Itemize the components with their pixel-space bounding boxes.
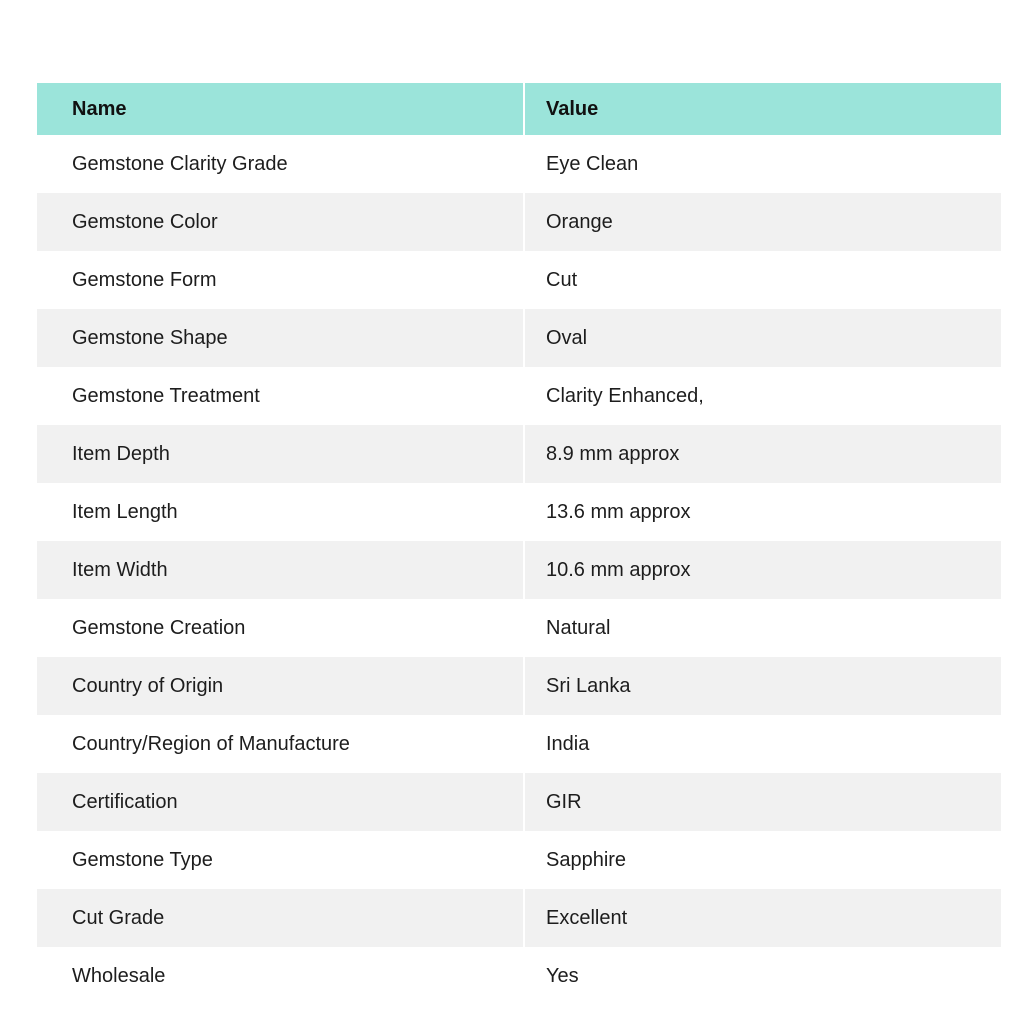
table-row — [37, 889, 1001, 947]
table-row — [37, 251, 1001, 309]
spec-name: Cut Grade — [72, 906, 165, 929]
spec-value: GIR — [523, 773, 1001, 831]
item-specifics-table — [37, 83, 1001, 1005]
spec-name: Gemstone Color — [72, 210, 218, 233]
spec-value: India — [523, 715, 1001, 773]
table-row — [37, 541, 1001, 599]
table-row — [37, 715, 1001, 773]
spec-value: Oval — [523, 309, 1001, 367]
spec-name: Gemstone Form — [72, 268, 217, 291]
spec-value: Yes — [523, 947, 1001, 1005]
table-row — [37, 947, 1001, 1005]
spec-name: Gemstone Type — [72, 848, 213, 871]
spec-value: Clarity Enhanced, — [523, 367, 1001, 425]
table-header-row — [37, 83, 1001, 135]
spec-name: Item Width — [72, 558, 168, 581]
spec-name: Gemstone Clarity Grade — [72, 152, 288, 175]
spec-value: Cut — [523, 251, 1001, 309]
spec-value: 8.9 mm approx — [523, 425, 1001, 483]
spec-name: Country/Region of Manufacture — [72, 732, 350, 755]
spec-value: Orange — [523, 193, 1001, 251]
column-header-name: Name — [72, 97, 127, 120]
table-body — [37, 135, 1001, 1005]
table-row — [37, 483, 1001, 541]
spec-value: 13.6 mm approx — [523, 483, 1001, 541]
table-row — [37, 657, 1001, 715]
spec-value: Excellent — [523, 889, 1001, 947]
spec-name: Gemstone Treatment — [72, 384, 260, 407]
table-row — [37, 425, 1001, 483]
spec-name: Item Depth — [72, 442, 170, 465]
table-row — [37, 367, 1001, 425]
spec-name: Country of Origin — [72, 674, 224, 697]
table-row — [37, 773, 1001, 831]
spec-name: Certification — [72, 790, 178, 813]
spec-name: Gemstone Creation — [72, 616, 246, 639]
spec-value: Sri Lanka — [523, 657, 1001, 715]
spec-value: Natural — [523, 599, 1001, 657]
table-row — [37, 599, 1001, 657]
spec-value: Sapphire — [523, 831, 1001, 889]
table-row — [37, 831, 1001, 889]
spec-value: 10.6 mm approx — [523, 541, 1001, 599]
spec-name: Item Length — [72, 500, 178, 523]
spec-name: Gemstone Shape — [72, 326, 228, 349]
spec-value: Eye Clean — [523, 135, 1001, 193]
column-header-value: Value — [523, 83, 1001, 135]
spec-name: Wholesale — [72, 964, 166, 987]
table-row — [37, 309, 1001, 367]
table-row — [37, 193, 1001, 251]
table-row — [37, 135, 1001, 193]
